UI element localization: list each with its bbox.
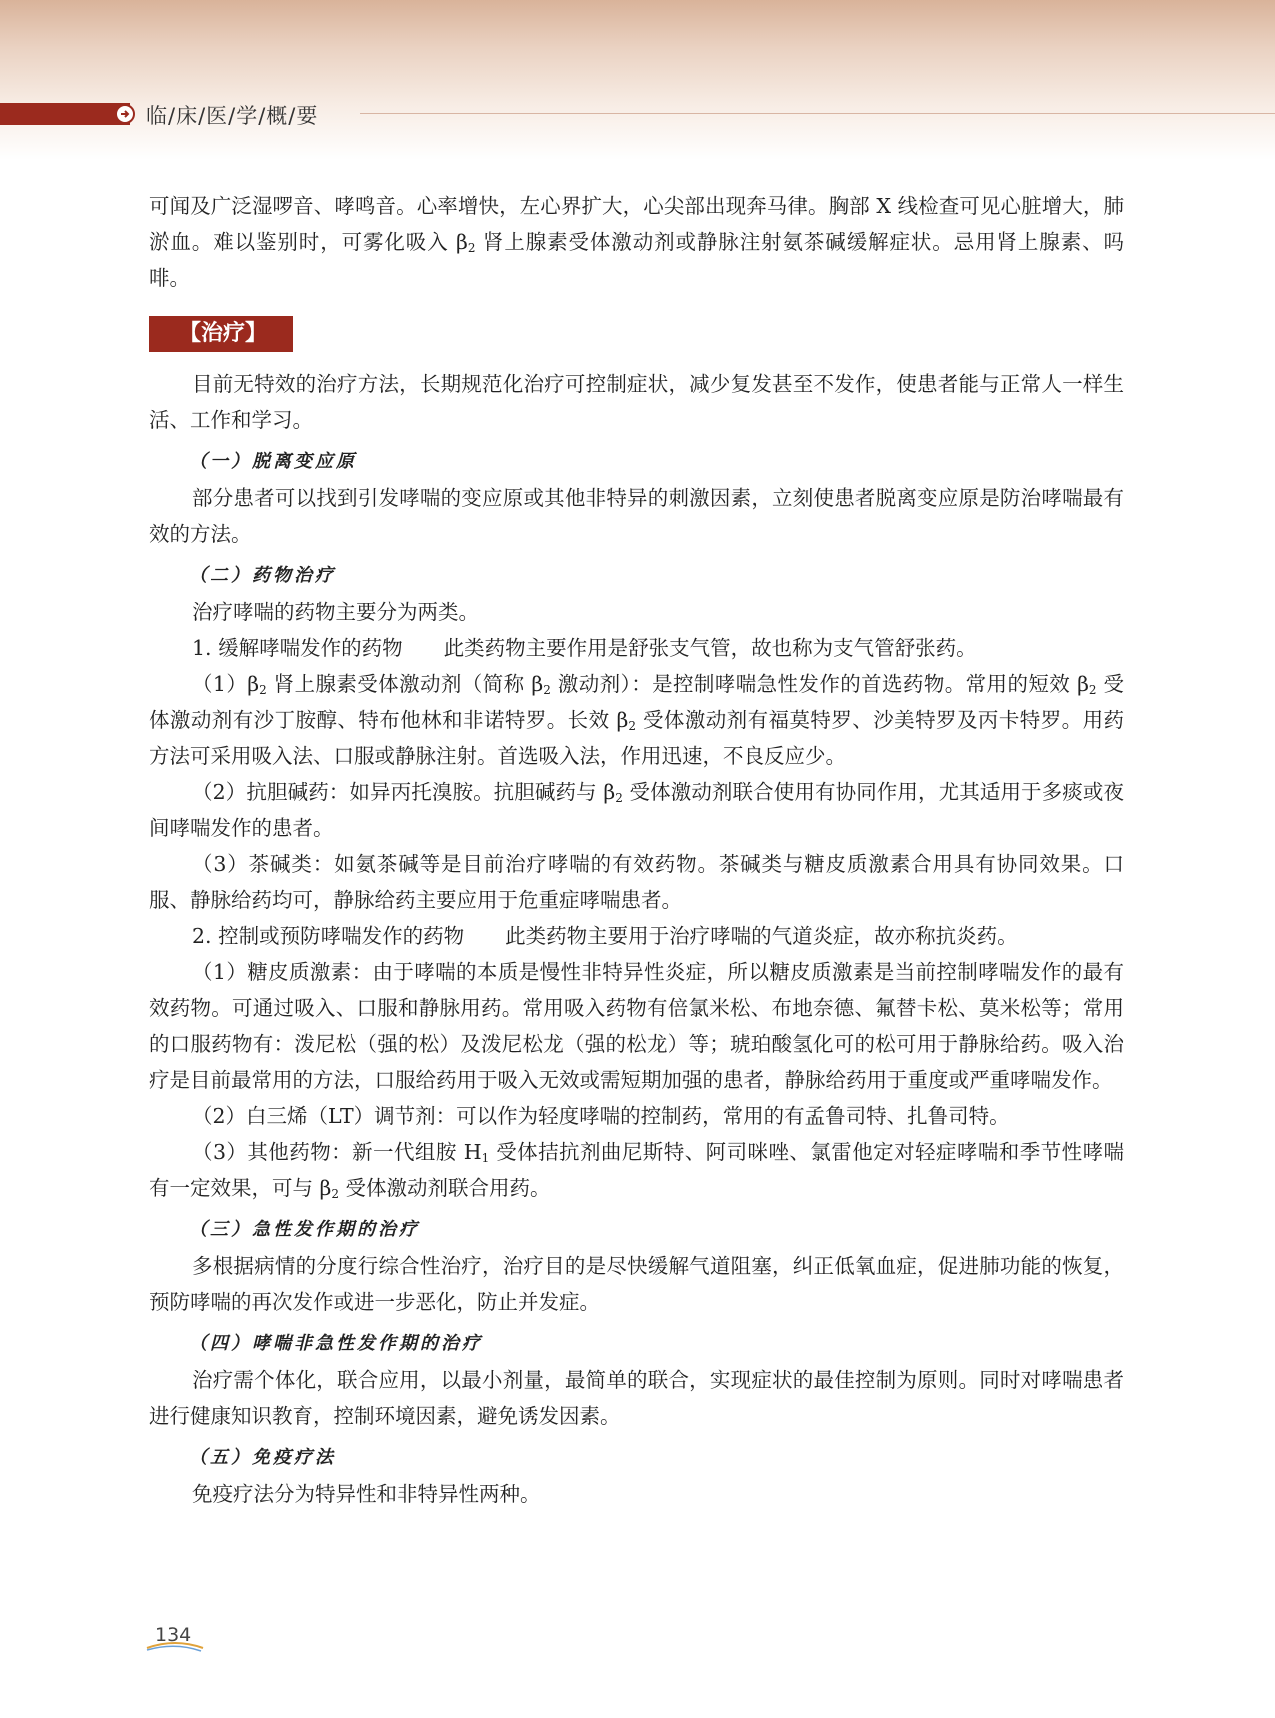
paragraph-2-intro: 治疗哮喘的药物主要分为两类。 (192, 600, 479, 624)
subheading-3: （三）急性发作期的治疗 (189, 1219, 420, 1240)
page-content (149, 188, 1124, 1512)
subheading-5: （五）免疫疗法 (189, 1447, 336, 1468)
arrow-right-icon (115, 104, 135, 124)
drug-1-3: （3）茶碱类：如氨茶碱等是目前治疗哮喘的有效药物。茶碱类与糖皮质激素合用具有协同效果。口服、静脉给药均可，静脉给药主要应用于危重症哮喘患者。 (149, 852, 1124, 912)
paragraph-3: 多根据病情的分度行综合性治疗，治疗目的是尽快缓解气道阻塞，纠正低氧血症，促进肺功能的恢复，预防哮喘的再次发作或进一步恶化，防止并发症。 (149, 1254, 1124, 1314)
book-title: 临/床/医/学/概/要 (146, 104, 319, 128)
intro-paragraph: 可闻及广泛湿啰音、哮鸣音。心率增快，左心界扩大，心尖部出现奔马律。胸部 X 线检查可见心脏增大，肺淤血。难以鉴别时，可雾化吸入 $\beta_2$ 肾上腺素受体激动剂或静脉注射氨茶碱缓解症状。忌用肾上腺素、吗啡。 (149, 194, 1124, 290)
drug-1-2: （2）抗胆碱药：如异丙托溴胺。抗胆碱药与 $\beta_2$ 受体激动剂联合使用有协同作用，尤其适用于多痰或夜间哮喘发作的患者。 (149, 780, 1124, 840)
page-top-gradient (0, 0, 1275, 160)
drug-class-2: 2. 控制或预防哮喘发作的药物 此类药物主要用于治疗哮喘的气道炎症，故亦称抗炎药。 (192, 924, 1018, 948)
subheading-1: （一）脱离变应原 (189, 451, 357, 472)
drug-class-1: 1. 缓解哮喘发作的药物 此类药物主要作用是舒张支气管，故也称为支气管舒张药。 (192, 636, 977, 660)
paragraph-1: 部分患者可以找到引发哮喘的变应原或其他非特异的刺激因素，立刻使患者脱离变应原是防治哮喘最有效的方法。 (149, 486, 1124, 546)
running-header (0, 103, 1275, 128)
subheading-2: （二）药物治疗 (189, 565, 336, 586)
header-red-bar (0, 103, 130, 125)
header-divider (360, 113, 1275, 114)
section-title: 【治疗】 (149, 316, 293, 352)
overview-paragraph: 目前无特效的治疗方法，长期规范化治疗可控制症状，减少复发甚至不发作，使患者能与正常人一样生活、工作和学习。 (149, 372, 1124, 432)
page-number: 134 (155, 1624, 192, 1646)
paragraph-5: 免疫疗法分为特异性和非特异性两种。 (192, 1482, 541, 1506)
paragraph-4: 治疗需个体化，联合应用，以最小剂量，最简单的联合，实现症状的最佳控制为原则。同时对哮喘患者进行健康知识教育，控制环境因素，避免诱发因素。 (149, 1368, 1124, 1428)
drug-2-1: （1）糖皮质激素：由于哮喘的本质是慢性非特异性炎症，所以糖皮质激素是当前控制哮喘发作的最有效药物。可通过吸入、口服和静脉用药。常用吸入药物有倍氯米松、布地奈德、氟替卡松、莫米松等；常用的口服药物有：泼尼松（强的松）及泼尼松龙（强的松龙）等；琥珀酸氢化可的松可用于静脉给药。吸入治疗是目前最常用的方法，口服给药用于吸入无效或需短期加强的患者，静脉给药用于重度或严重哮喘发作。 (149, 960, 1124, 1092)
drug-2-3: （3）其他药物：新一代组胺 $H_1$ 受体拮抗剂曲尼斯特、阿司咪唑、氯雷他定对轻症哮喘和季节性哮喘有一定效果，可与 $\beta_2$ 受体激动剂联合用药。 (149, 1140, 1125, 1201)
drug-2-2: （2）白三烯（LT）调节剂：可以作为轻度哮喘的控制药，常用的有孟鲁司特、扎鲁司特。 (192, 1104, 1010, 1128)
page-number-swoosh (145, 1640, 205, 1654)
subheading-4: （四）哮喘非急性发作期的治疗 (189, 1333, 483, 1354)
drug-1-1: $(1)\beta_2$ 肾上腺素受体激动剂（简称 $\beta_2$ 激动剂）：是控制哮喘急性发作的首选药物。常用的短效 $\beta_2$ 受体激动剂有沙丁胺醇、特布他林和非诺特罗。长效 $\beta_2$ 受体激动剂有福莫特罗、沙美特罗及丙卡特罗。用药方法可采用吸入法、口服或静脉注射。首选吸入法，作用迅速，不良反应少。 (149, 672, 1124, 768)
